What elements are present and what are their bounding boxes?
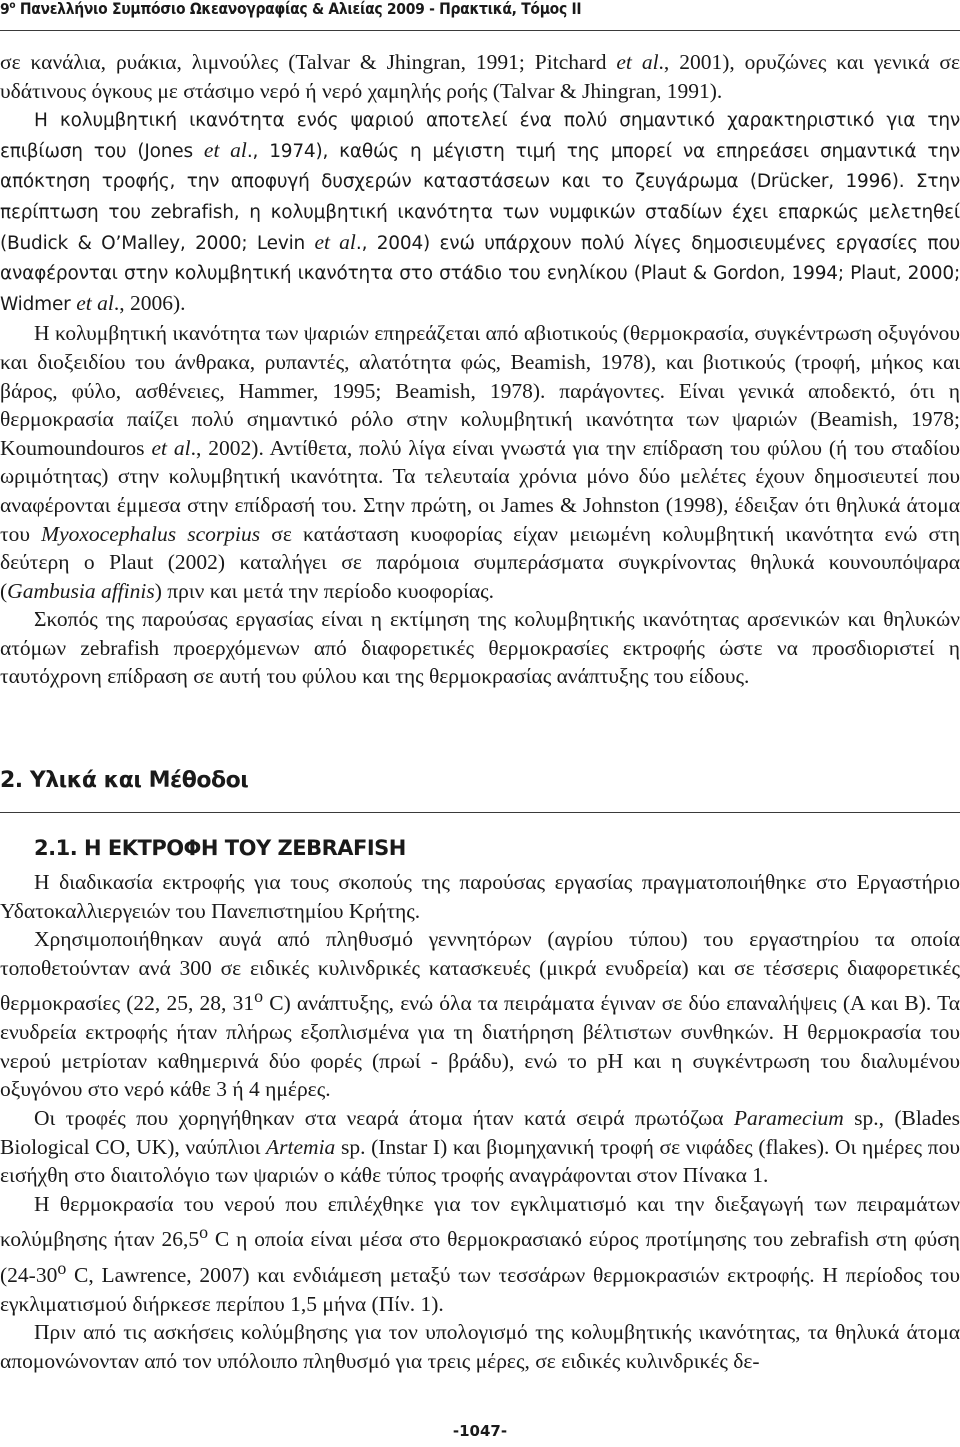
paragraph: Η κολυμβητική ικανότητα ενός ψαριού αποτελεί ένα πολύ σημαντικό χαρακτηριστικό για την επιβίωση του (Jones et al., 1974), καθώς η μέγιστη τιμή της μπορεί να επηρεάσει σημαντικά την απόκτηση τροφής, την αποφυγή δυσχερών καταστάσεων και το ζευγάρωμα (Drücker, 1996). Στην περίπτωση του zebrafish, η κολυμβητική ικανότητα των νυμφικών σταδίων έχει επαρκώς μελετηθεί (Budick & O’Malley, 2000; Levin et al., 2004) ενώ υπάρχουν πολύ λίγες δημοσιευμένες εργασίες που αναφέρονται στην κολυμβητική ικανότητα στο στάδιο του ενηλίκου (Plaut & Gordon, 1994; Plaut, 2000; Widmer et al., 2006). <box>0 110 960 315</box>
header-title: Πανελλήνιο Συμπόσιο Ωκεανογραφίας & Αλιείας 2009 - Πρακτικά, Τόμος ΙΙ <box>15 0 582 18</box>
paragraph: Η διαδικασία εκτροφής για τους σκοπούς της παρούσας εργασίας πραγματοποιήθηκε στο Εργαστήριο Υδατοκαλλιεργειών του Πανεπιστημίου Κρήτης. <box>0 870 960 923</box>
subsection-heading: 2.1. Η ΕΚΤΡΟΦΗ ΤΟΥ ZEBRAFISH <box>34 836 406 860</box>
section-heading: 2. Υλικά και Μέθοδοι <box>0 768 249 793</box>
paragraph: σε κανάλια, ρυάκια, λιμνούλες (Talvar & Jhingran, 1991; Pitchard et al., 2001), ορυζώνες και γενικά σε υδάτινους όγκους με στάσιμο νερό ή νερό χαμηλής ροής (Talvar & Jhingran, 1991). <box>0 50 960 103</box>
running-header <box>0 0 581 18</box>
methods-text <box>0 868 960 1376</box>
header-rule <box>0 30 960 31</box>
header-number: 9 <box>0 0 10 18</box>
paragraph: Χρησιμοποιήθηκαν αυγά από πληθυσμό γεννητόρων (αγρίου τύπου) του εργαστηρίου τα οποία τοποθετούνταν ανά 300 σε ειδικές κυλινδρικές κατασκευές (μικρά ενυδρεία) και σε τέσσερις διαφορετικές θερμοκρασίες (22, 25, 28, $31^o$ C) ανάπτυξης, ενώ όλα τα πειράματα έγιναν σε δύο επαναλήψεις (Α και Β). Τα ενυδρεία εκτροφής ήταν πλήρως εξοπλισμένα για τη διατήρηση βέλτιστων συνθηκών. Η θερμοκρασία του νερού μετρίοταν καθημερινά δύο φορές (πρωί - βράδυ), ενώ το pH και η συγκέντρωση του διαλυμένου οξυγόνου στο νερό κάθε 3 ή 4 ημέρες. <box>0 927 960 1102</box>
paragraph: Πριν από τις ασκήσεις κολύμβησης για τον υπολογισμό της κολυμβητικής ικανότητας, τα θηλυκά άτομα απομονώνονταν από τον υπόλοιπο πληθυσμό για τρεις μέρες, σε ειδικές κυλινδρικές δε- <box>0 1320 960 1373</box>
header-superscript: ο <box>9 0 16 11</box>
paragraph: Οι τροφές που χορηγήθηκαν στα νεαρά άτομα ήταν κατά σειρά πρωτόζωα Paramecium sp., (Blades Biological CO, UK), ναύπλιοι Artemia sp. (Instar I) και βιομηχανική τροφή σε νιφάδες (flakes). Οι ημέρες που εισήχθη στο διαιτολόγιο των ψαριών ο κάθε τύπος τροφής αναγράφονται στον Πίνακα 1. <box>0 1105 960 1188</box>
paragraph: Η θερμοκρασία του νερού που επιλέχθηκε για τον εγκλιματισμό και την διεξαγωγή των πειραμάτων κολύμβησης ήταν $26,5^o$ C η οποία είναι μέσα στο θερμοκρασιακό εύρος προτίμησης του zebrafish στη φύση ($24-30^o$ C, Lawrence, 2007) και ενδιάμεση μεταξύ των τεσσάρων θερμοκρασιών εκτροφής. Η περίοδος του εγκλιματισμού διήρκεσε περίπου 1,5 μήνα (Πίν. 1). <box>0 1191 960 1316</box>
paragraph: Σκοπός της παρούσας εργασίας είναι η εκτίμηση της κολυμβητικής ικανότητας αρσενικών και θηλυκών ατόμων zebrafish προερχόμενων από διαφορετικές θερμοκρασίες εκτροφής ώστε να προσδιοριστεί η ταυτόχρονη επίδραση σε αυτή του φύλου και της θερμοκρασίας ανάπτυξης του είδους. <box>0 607 960 689</box>
intro-text <box>0 48 960 691</box>
page-number: -1047- <box>452 1422 508 1440</box>
section-rule <box>0 812 960 813</box>
paragraph: Η κολυμβητική ικανότητα των ψαριών επηρεάζεται από αβιοτικούς (θερμοκρασία, συγκέντρωση οξυγόνου και διοξειδίου του άνθρακα, ρυπαντές, αλατότητα φώς, Beamish, 1978), και βιοτικούς (τροφή, μήκος και βάρος, φύλο, ασθένειες, Hammer, 1995; Beamish, 1978). παράγοντες. Είναι γενικά αποδεκτό, ότι η θερμοκρασία παίζει πολύ σημαντικό ρόλο στην κολυμβητική ικανότητα των ψαριών (Beamish, 1978; Koumoundouros et al., 2002). Αντίθετα, πολύ λίγα είναι γνωστά για την επίδραση του φύλου (ή του σταδίου ωριμότητας) στην κολυμβητική ικανότητα. Τα τελευταία χρόνια μόνο δύο μελέτες έχουν δημοσιευτεί που αναφέρονται έμμεσα στην επίδρασή του. Στην πρώτη, οι James & Johnston (1998), έδειξαν ότι θηλυκά άτομα του Myoxocephalus scorpius σε κατάσταση κυοφορίας είχαν μειωμένη κολυμβητική ικανότητα ενώ στη δεύτερη ο Plaut (2002) καταλήγει σε παρόμοια συμπεράσματα συγκρίνοντας θηλυκά κουνουπόψαρα (Gambusia affinis) πριν και μετά την περίοδο κυοφορίας. <box>0 321 960 603</box>
